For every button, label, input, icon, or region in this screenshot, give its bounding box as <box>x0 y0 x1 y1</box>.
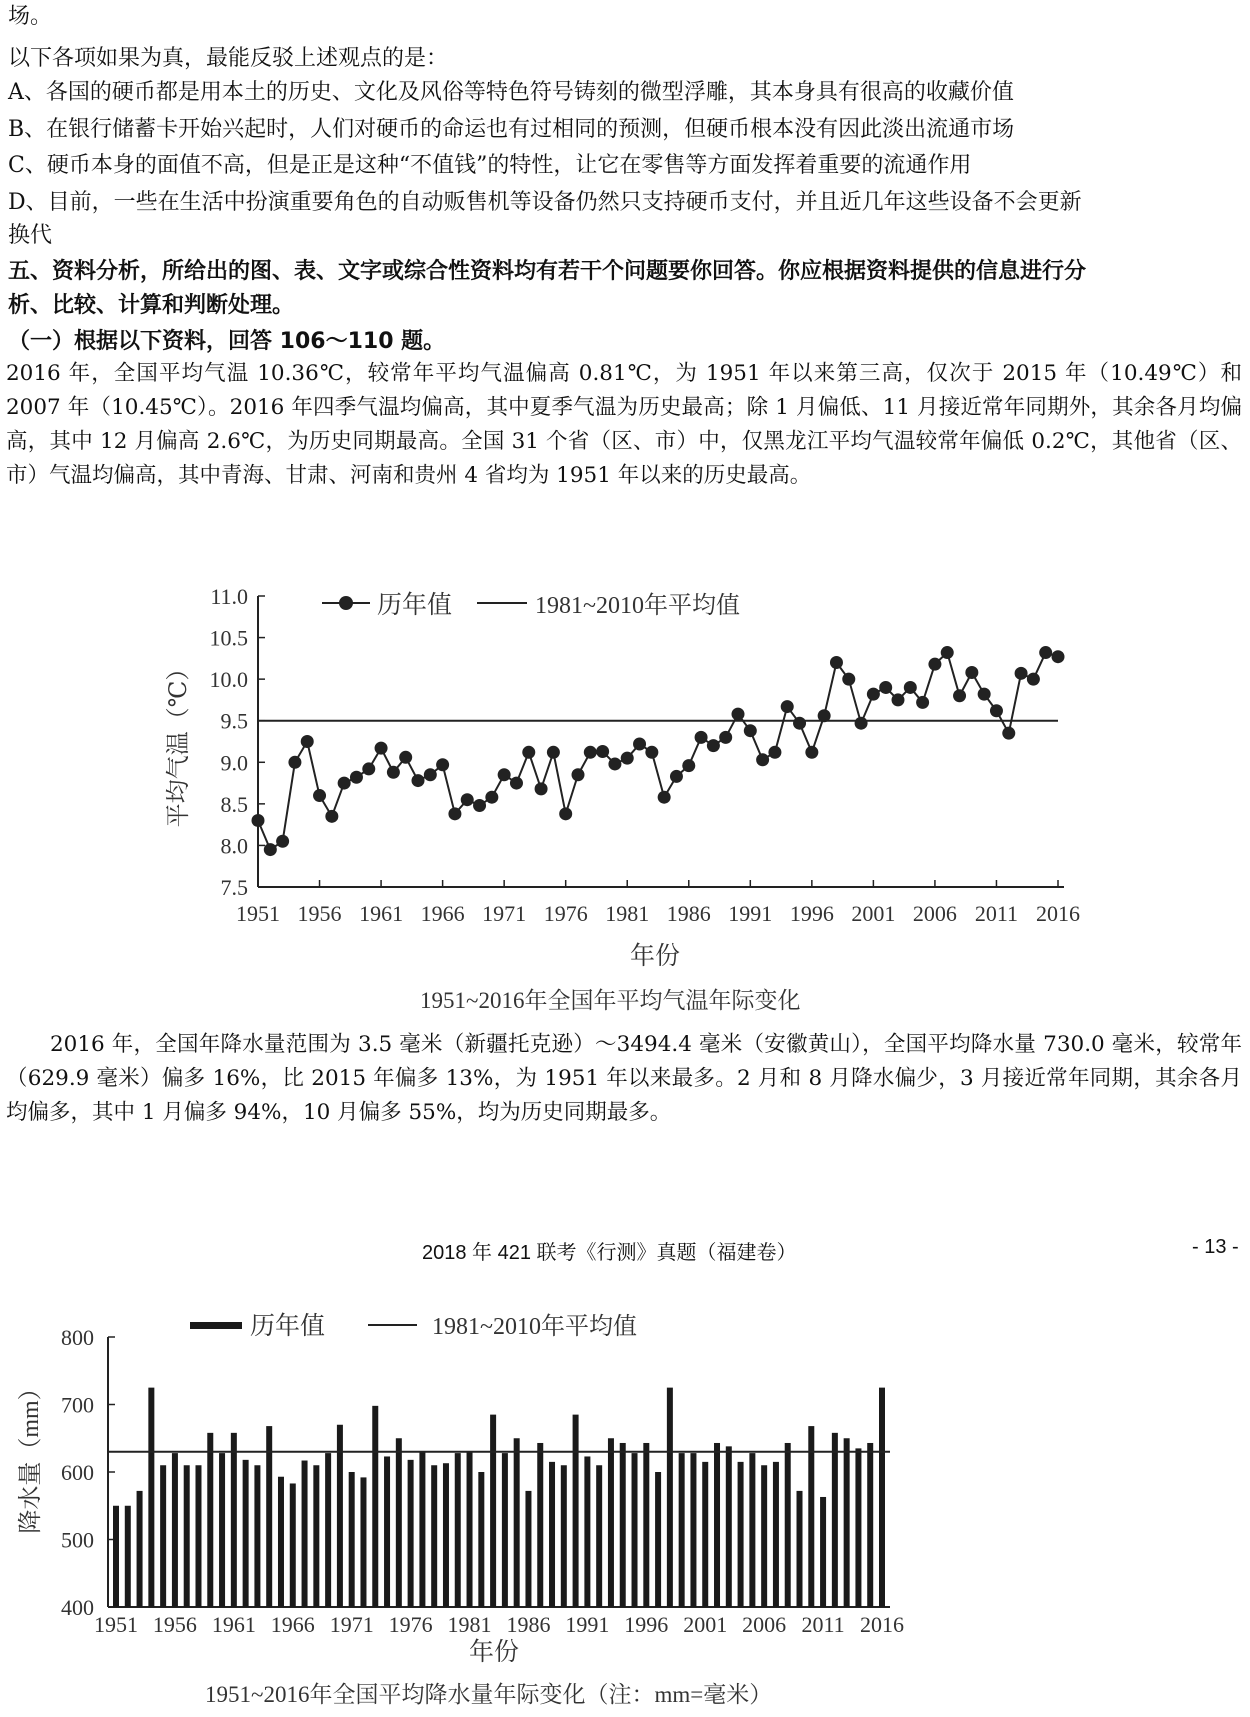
bar <box>408 1460 414 1607</box>
bar <box>502 1453 508 1607</box>
y-tick-label: 400 <box>61 1595 94 1620</box>
data-point <box>338 777 351 790</box>
data-point <box>1039 646 1052 659</box>
x-tick-label: 1996 <box>624 1612 669 1637</box>
y-tick-label: 10.5 <box>209 625 248 651</box>
bar <box>832 1433 838 1607</box>
bar <box>266 1426 272 1607</box>
legend-label: 1981~2010年平均值 <box>432 1314 637 1340</box>
data-point <box>867 688 880 701</box>
x-tick-label: 2001 <box>851 901 896 926</box>
data-point <box>965 666 978 679</box>
data-point <box>793 717 806 730</box>
bar <box>726 1446 732 1607</box>
data-point <box>756 753 769 766</box>
x-tick-label: 2016 <box>860 1612 904 1637</box>
bar <box>137 1491 143 1607</box>
bar <box>820 1497 826 1607</box>
data-point <box>288 756 301 769</box>
y-tick-label: 11.0 <box>210 584 248 609</box>
bar <box>632 1453 638 1607</box>
temperature-chart-title: 1951~2016年全国年平均气温年际变化 <box>420 988 801 1013</box>
data-point <box>436 758 449 771</box>
data-point <box>473 799 486 812</box>
data-point <box>781 700 794 713</box>
x-tick-label: 1966 <box>420 901 465 926</box>
bar <box>113 1506 119 1607</box>
x-tick-label: 1976 <box>388 1612 433 1637</box>
x-tick-label: 2016 <box>1036 901 1080 926</box>
data-point <box>682 759 695 772</box>
x-tick-label: 2006 <box>742 1612 787 1637</box>
data-point <box>313 789 326 802</box>
data-point <box>596 745 609 758</box>
data-point <box>608 757 621 770</box>
data-point <box>645 746 658 759</box>
bar <box>313 1465 319 1607</box>
x-tick-label: 1971 <box>329 1612 374 1637</box>
bar <box>243 1460 249 1607</box>
bar <box>561 1465 567 1607</box>
data-point <box>264 843 277 856</box>
x-axis-label: 年份 <box>468 1639 520 1666</box>
bar <box>148 1388 154 1607</box>
data-point <box>805 746 818 759</box>
data-point <box>485 791 498 804</box>
data-point <box>879 681 892 694</box>
bar <box>337 1425 343 1607</box>
section-heading-cont: 析、比较、计算和判断处理。 <box>8 293 295 318</box>
x-tick-label: 1996 <box>789 901 834 926</box>
paragraph-temperature: 2016 年，全国平均气温 10.36℃，较常年平均气温偏高 0.81℃，为 1951 年以来第三高，仅次于 2015 年（10.49℃）和 2007 年（10.45℃）。2016 年四季气温均偏高，其中夏季气温为历史最高；除 1 月偏低、11 月接近常年同期外，其余各月均偏高，其中 12 月偏高 2.6℃，为历史同期最高。全国 31 个省（区、市）中，仅黑龙江平均气温较常年偏低 0.2℃，其他省（区、市）气温均偏高，其中青海、甘肃、河南和贵州 4 省均为 1951 年以来的历史最高。 <box>6 361 1242 488</box>
bar <box>219 1453 225 1607</box>
data-point <box>1027 673 1040 686</box>
bar <box>655 1472 661 1607</box>
bar <box>443 1463 449 1607</box>
data-point <box>387 766 400 779</box>
x-tick-label: 1981 <box>447 1612 492 1637</box>
data-point <box>707 739 720 752</box>
data-point <box>572 768 585 781</box>
bar <box>172 1453 178 1607</box>
x-tick-label: 1981 <box>605 901 650 926</box>
data-point <box>547 746 560 759</box>
data-point <box>1002 727 1015 740</box>
x-axis-label: 年份 <box>629 943 681 970</box>
x-tick-label: 1961 <box>359 901 404 926</box>
x-tick-label: 1956 <box>152 1612 197 1637</box>
data-point <box>941 646 954 659</box>
bar <box>184 1465 190 1607</box>
x-tick-label: 1991 <box>565 1612 610 1637</box>
x-tick-label: 1976 <box>543 901 588 926</box>
bar <box>667 1388 673 1607</box>
y-axis-label: 降水量（mm） <box>18 1376 44 1534</box>
bar <box>690 1453 696 1607</box>
x-tick-label: 1951 <box>94 1612 138 1637</box>
y-tick-label: 10.0 <box>209 667 248 693</box>
bar <box>514 1438 520 1607</box>
bar <box>467 1452 473 1607</box>
data-point <box>375 742 388 755</box>
data-point <box>621 752 634 765</box>
data-point <box>252 814 265 827</box>
paragraph-precipitation: 2016 年，全国年降水量范围为 3.5 毫米（新疆托克逊）～3494.4 毫米（安徽黄山），全国平均降水量 730.0 毫米，较常年（629.9 毫米）偏多 16%，比 2015 年偏多 13%，为 1951 年以来最多。2 月和 8 月降水偏少，3 月接近常年同期，其余各月均偏多，其中 1 月偏多 94%，10 月偏多 55%，均为历史同期最多。 <box>6 1032 1242 1125</box>
bar <box>679 1453 685 1607</box>
y-tick-label: 800 <box>61 1325 94 1350</box>
x-tick-label: 2001 <box>683 1612 728 1637</box>
bar <box>396 1438 402 1607</box>
data-point <box>695 731 708 744</box>
bar <box>749 1453 755 1607</box>
bar <box>384 1456 390 1607</box>
bar <box>372 1406 378 1607</box>
page-number: - 13 - <box>1192 1236 1239 1258</box>
y-tick-label: 8.5 <box>220 791 248 817</box>
bar <box>207 1433 213 1607</box>
legend-marker-bar <box>190 1322 242 1329</box>
bar <box>278 1477 284 1607</box>
x-tick-label: 1986 <box>666 901 711 926</box>
data-point <box>830 656 843 669</box>
data-point <box>904 681 917 694</box>
data-point <box>350 771 363 784</box>
bar <box>714 1443 720 1607</box>
bar <box>867 1443 873 1607</box>
data-point <box>732 708 745 721</box>
bar <box>537 1443 543 1607</box>
data-point <box>658 791 671 804</box>
section-heading: 五、资料分析，所给出的图、表、文字或综合性资料均有若干个问题要你回答。你应根据资料提供的信息进行分 <box>8 259 1087 284</box>
bar <box>844 1438 850 1607</box>
precipitation-chart-title: 1951~2016年全国平均降水量年际变化（注：mm=毫米） <box>205 1682 773 1707</box>
data-point <box>412 774 425 787</box>
bar <box>620 1443 626 1607</box>
x-tick-label: 1956 <box>297 901 342 926</box>
data-point <box>768 746 781 759</box>
y-tick-label: 700 <box>61 1392 94 1418</box>
data-point <box>522 746 535 759</box>
data-point <box>719 731 732 744</box>
bar <box>525 1491 531 1607</box>
data-point <box>670 770 683 783</box>
data-point <box>399 751 412 764</box>
legend-marker-dot <box>339 596 353 610</box>
data-point <box>1015 667 1028 680</box>
data-point <box>362 762 375 775</box>
data-point <box>633 737 646 750</box>
bar <box>549 1462 555 1607</box>
bar <box>231 1433 237 1607</box>
sub-heading: （一）根据以下资料，回答 106～110 题。 <box>8 329 446 354</box>
x-tick-label: 2011 <box>974 901 1019 926</box>
x-tick-label: 2006 <box>912 901 957 926</box>
y-tick-label: 8.0 <box>220 833 248 859</box>
data-point <box>559 807 572 820</box>
bar <box>773 1462 779 1607</box>
bar <box>302 1461 308 1607</box>
bar <box>643 1443 649 1607</box>
bar <box>478 1472 484 1607</box>
bar <box>573 1415 579 1607</box>
data-point <box>301 735 314 748</box>
bar <box>360 1477 366 1607</box>
bar <box>584 1456 590 1607</box>
data-point <box>461 793 474 806</box>
bar <box>879 1388 885 1607</box>
y-tick-label: 7.5 <box>220 875 248 900</box>
data-point <box>990 704 1003 717</box>
data-point <box>928 658 941 671</box>
bar <box>608 1438 614 1607</box>
option-c[interactable]: C、硬币本身的面值不高，但是正是这种“不值钱”的特性，让它在零售等方面发挥着重要的流通作用 <box>8 153 972 178</box>
data-point <box>842 673 855 686</box>
option-b[interactable]: B、在银行储蓄卡开始兴起时，人们对硬币的命运也有过相同的预测，但硬币根本没有因此淡出流通市场 <box>8 117 1015 142</box>
data-point <box>535 782 548 795</box>
legend-label: 1981~2010年平均值 <box>535 593 740 619</box>
legend-label: 历年值 <box>377 592 453 619</box>
bar <box>349 1472 355 1607</box>
bar <box>761 1465 767 1607</box>
data-point <box>892 693 905 706</box>
bar <box>290 1483 296 1607</box>
bar <box>125 1506 131 1607</box>
bar <box>431 1465 437 1607</box>
option-a[interactable]: A、各国的硬币都是用本土的历史、文化及风俗等特色符号铸刻的微型浮雕，其本身具有很高的收藏价值 <box>8 80 1014 105</box>
data-point <box>510 777 523 790</box>
data-point <box>978 688 991 701</box>
bar <box>160 1465 166 1607</box>
x-tick-label: 1986 <box>506 1612 551 1637</box>
text-line-0: 场。 <box>8 4 53 29</box>
bar <box>254 1465 260 1607</box>
option-d-cont: 换代 <box>8 223 53 248</box>
data-point <box>855 717 868 730</box>
legend-label: 历年值 <box>250 1313 326 1340</box>
x-tick-label: 1951 <box>236 901 280 926</box>
data-point <box>818 709 831 722</box>
bar <box>797 1491 803 1607</box>
question-stem: 以下各项如果为真，最能反驳上述观点的是： <box>8 46 449 71</box>
page-footer: 2018 年 421 联考《行测》真题（福建卷） <box>422 1242 797 1264</box>
bar <box>702 1462 708 1607</box>
bar <box>596 1465 602 1607</box>
data-point <box>744 724 757 737</box>
series-line <box>258 653 1058 850</box>
data-point <box>325 810 338 823</box>
x-tick-label: 1966 <box>270 1612 315 1637</box>
bar <box>325 1453 331 1607</box>
bar <box>419 1452 425 1607</box>
y-tick-label: 9.5 <box>220 708 248 734</box>
bar <box>785 1443 791 1607</box>
data-point <box>276 835 289 848</box>
data-point <box>424 768 437 781</box>
y-axis-label: 平均气温（℃） <box>166 656 192 828</box>
bar <box>808 1426 814 1607</box>
y-tick-label: 600 <box>61 1460 94 1485</box>
data-point <box>584 746 597 759</box>
data-point <box>448 807 461 820</box>
bar <box>855 1448 861 1607</box>
bar <box>195 1465 201 1607</box>
bar <box>455 1453 461 1607</box>
y-tick-label: 9.0 <box>220 750 248 776</box>
option-d[interactable]: D、目前，一些在生活中扮演重要角色的自动贩售机等设备仍然只支持硬币支付，并且近几年这些设备不会更新 <box>8 190 1082 215</box>
x-tick-label: 2011 <box>801 1612 845 1637</box>
x-tick-label: 1961 <box>211 1612 256 1637</box>
data-point <box>1052 650 1065 663</box>
x-tick-label: 1991 <box>728 901 773 926</box>
data-point <box>498 768 511 781</box>
bar <box>490 1415 496 1607</box>
data-point <box>953 689 966 702</box>
x-tick-label: 1971 <box>482 901 527 926</box>
bar <box>738 1462 744 1607</box>
y-tick-label: 500 <box>61 1527 94 1553</box>
data-point <box>916 696 929 709</box>
